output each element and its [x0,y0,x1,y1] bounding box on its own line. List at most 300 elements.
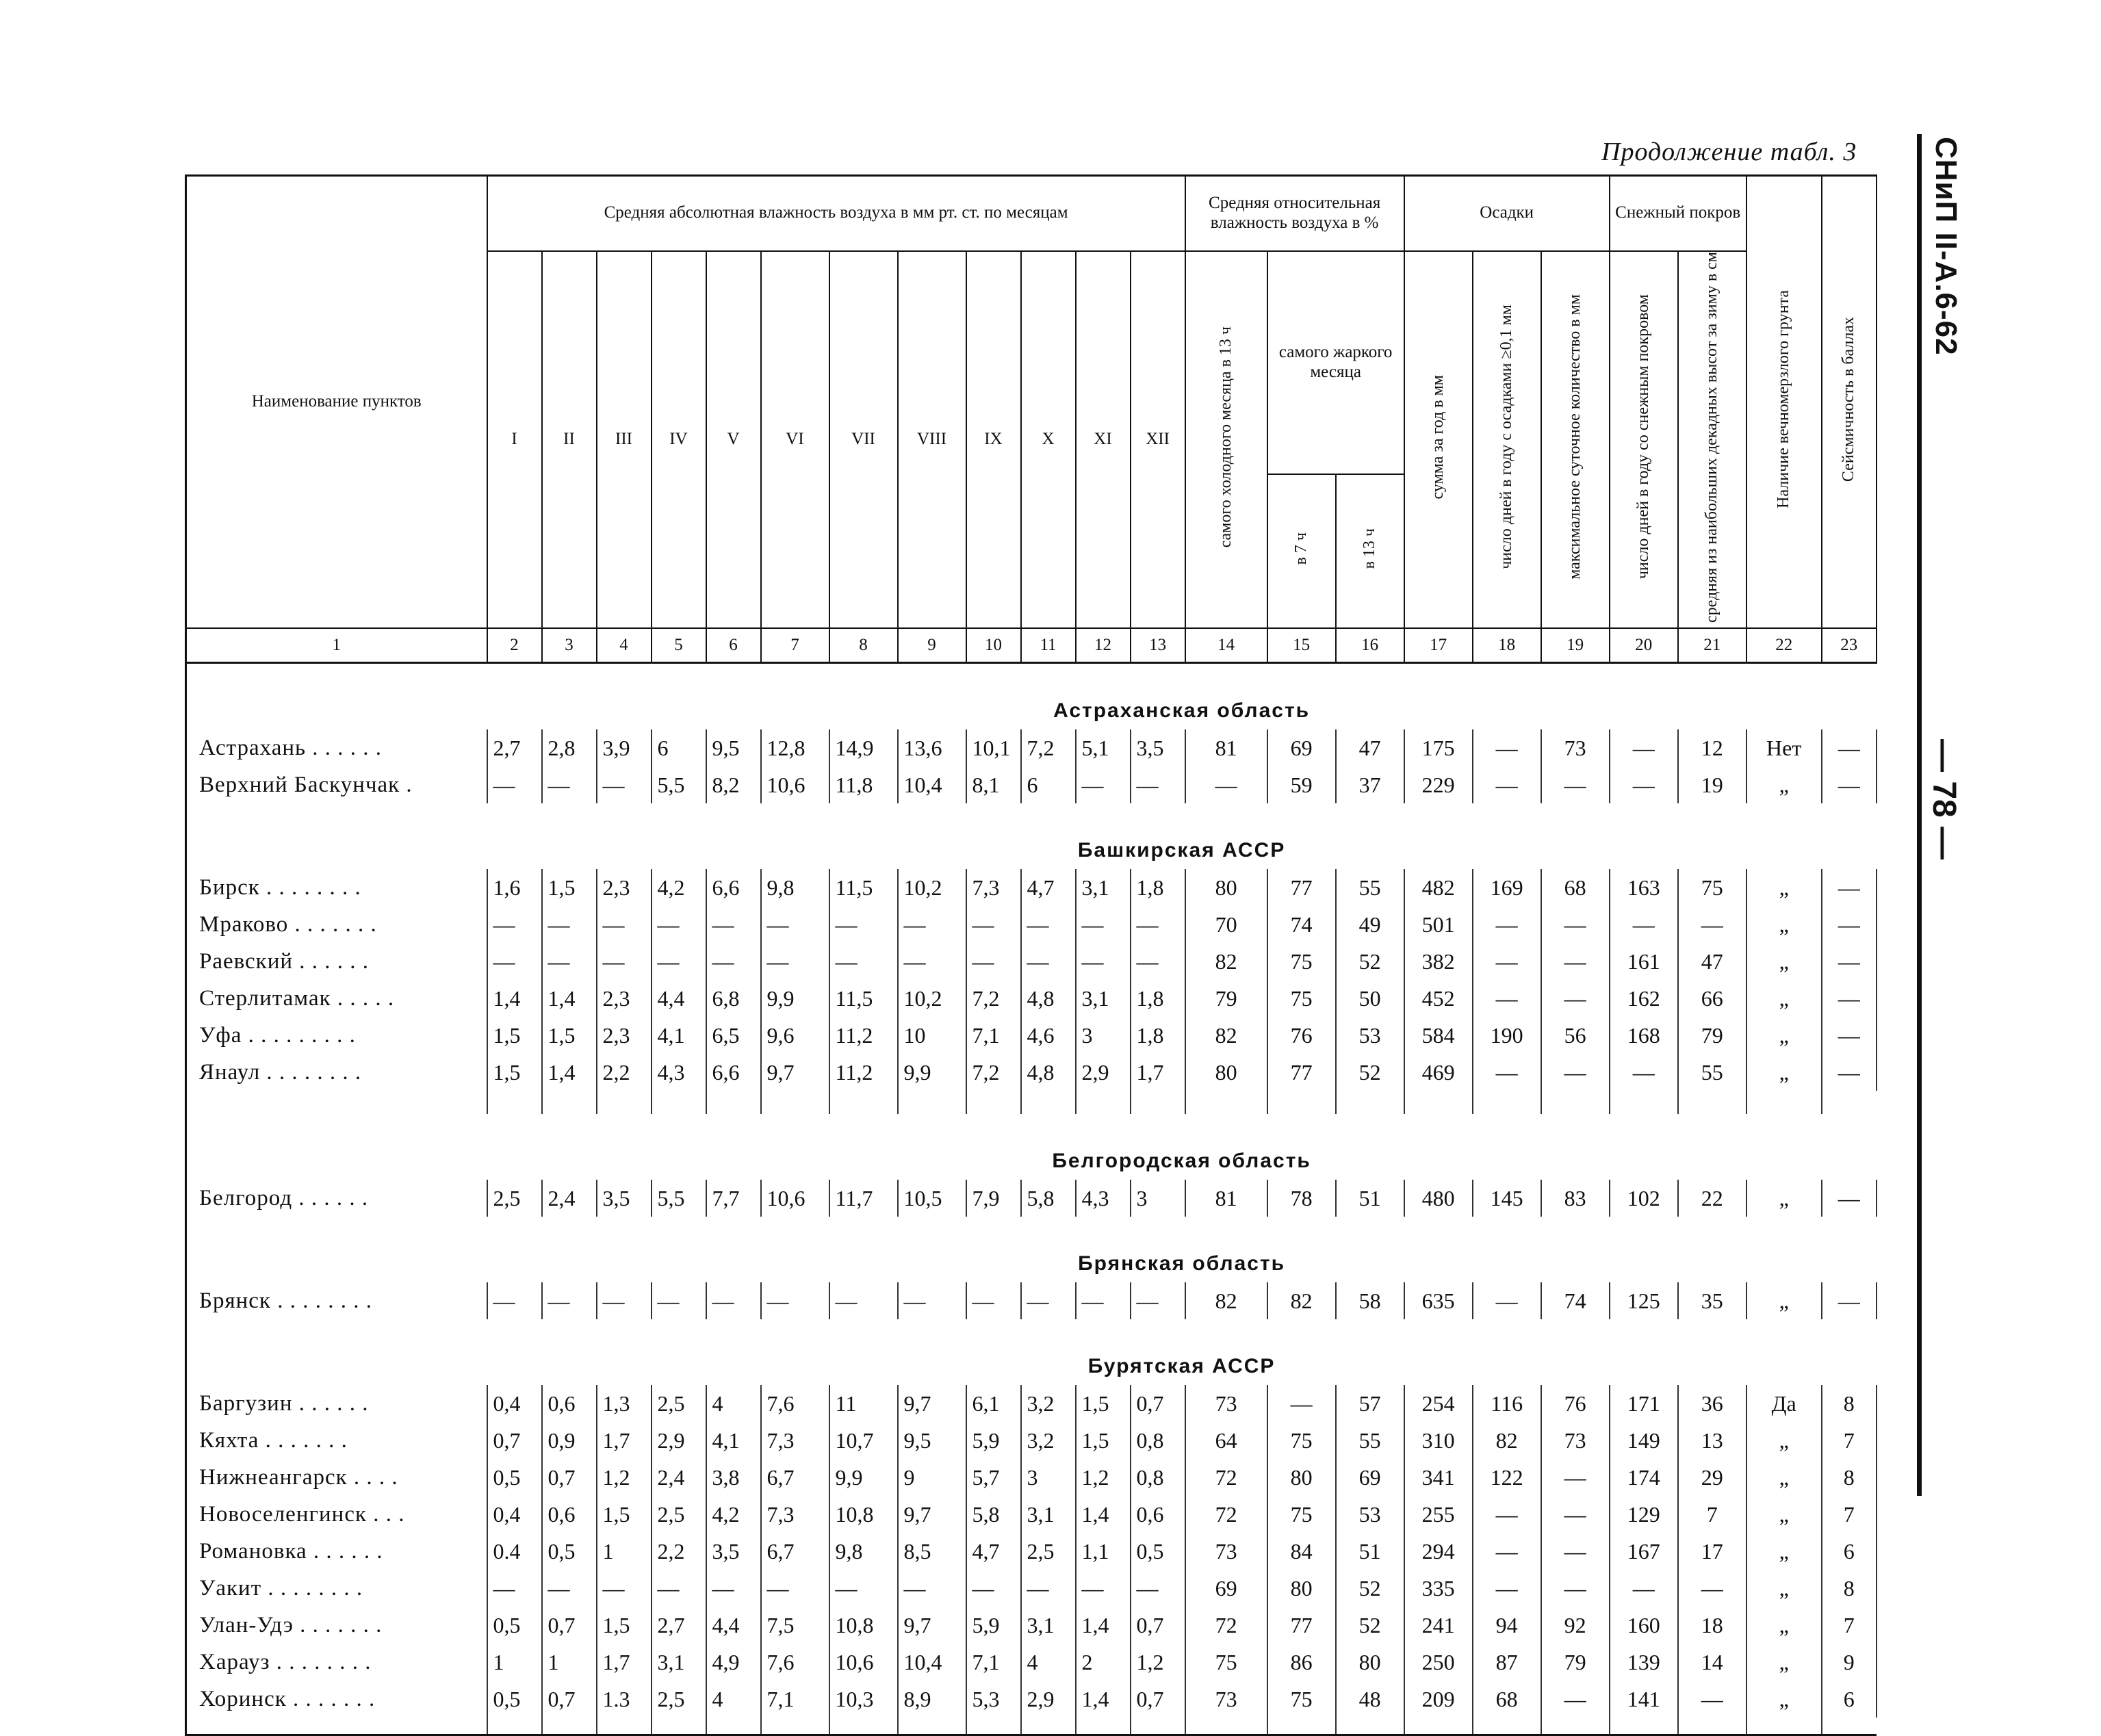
table-cell: „ [1746,1533,1822,1570]
table-header [186,176,1877,663]
table-cell: 310 [1404,1422,1473,1459]
table-cell: 79 [1678,1017,1746,1054]
month-humidity-cell: 1,4 [1076,1496,1131,1533]
month-humidity-cell: 4,4 [652,980,706,1017]
table-row [186,766,1877,803]
month-humidity-cell: 9 [898,1459,966,1496]
section-title: Башкирская АССР [1077,839,1286,862]
header-coldest-month [1185,251,1267,629]
table-cell: 68 [1473,1681,1541,1718]
spacer-cell [652,1718,706,1735]
month-humidity-cell: 5,9 [966,1607,1021,1644]
month-humidity-cell: — [706,906,761,943]
table-cell: 22 [1678,1180,1746,1217]
section-title: Астраханская область [1053,699,1311,723]
place-name: Янаул . . . . . . . . [186,1054,487,1091]
month-humidity-cell: 0,5 [487,1607,542,1644]
month-humidity-cell: 2,4 [652,1459,706,1496]
header-snow-days-label: число дней в году со снежным покровом [1634,294,1652,580]
table-cell: 171 [1610,1385,1678,1422]
spacer-cell [1746,1091,1822,1114]
table-cell: Да [1746,1385,1822,1422]
month-humidity-cell: — [1131,1282,1185,1319]
month-humidity-cell: 1,5 [487,1017,542,1054]
table-cell: — [1473,1496,1541,1533]
month-humidity-cell: 1,5 [1076,1422,1131,1459]
table-cell: Нет [1746,729,1822,766]
header-snow-cover: Снежный покров [1610,176,1746,251]
month-humidity-cell: 3,5 [706,1533,761,1570]
table-cell: — [1473,1054,1541,1091]
section-spacer [186,663,487,730]
section-title: Брянская область [1078,1252,1286,1275]
month-humidity-cell: 6,5 [706,1017,761,1054]
place-name: Хоринск . . . . . . . [186,1681,487,1718]
month-humidity-cell: — [597,766,652,803]
month-humidity-cell: — [966,943,1021,980]
section-spacer [186,1319,487,1385]
month-humidity-cell: 6,7 [761,1533,829,1570]
column-number: 10 [966,628,1021,663]
month-humidity-cell: 3,1 [1021,1607,1076,1644]
month-humidity-cell: 3,1 [652,1644,706,1681]
table-cell: 47 [1678,943,1746,980]
spacer-cell [1822,1091,1877,1114]
month-humidity-cell: — [487,943,542,980]
table-cell: 50 [1336,980,1404,1017]
table-cell: — [1678,1570,1746,1607]
month-humidity-cell: 4,7 [966,1533,1021,1570]
month-humidity-cell: 2,7 [652,1607,706,1644]
table-cell: 56 [1541,1017,1610,1054]
month-humidity-cell: — [1021,1282,1076,1319]
month-humidity-cell: 4,8 [1021,1054,1076,1091]
table-cell: — [1822,1017,1877,1054]
table-cell: — [1473,1282,1541,1319]
month-humidity-cell: — [1131,906,1185,943]
spacer-cell [898,1718,966,1735]
month-humidity-cell: 10,6 [761,1180,829,1217]
place-name: Верхний Баскунчак . [186,766,487,803]
month-humidity-cell: 9,8 [829,1533,898,1570]
table-cell: 255 [1404,1496,1473,1533]
month-humidity-cell: 3 [1076,1017,1131,1054]
month-humidity-cell: 11 [829,1385,898,1422]
table-cell: — [1541,766,1610,803]
table-cell: 76 [1541,1385,1610,1422]
table-cell: 18 [1678,1607,1746,1644]
month-humidity-cell: 0,8 [1131,1459,1185,1496]
month-humidity-cell: 1,7 [597,1422,652,1459]
month-humidity-cell: 0,6 [542,1385,597,1422]
table-cell: 48 [1336,1681,1404,1718]
table-cell: 7 [1822,1607,1877,1644]
table-cell: 335 [1404,1570,1473,1607]
column-number-row [186,628,1877,663]
month-humidity-cell: 4 [1021,1644,1076,1681]
table-cell: 51 [1336,1180,1404,1217]
month-humidity-cell: 9,5 [898,1422,966,1459]
section-title: Бурятская АССР [1087,1355,1276,1378]
table-cell: 80 [1267,1570,1336,1607]
spacer-cell [1610,1091,1678,1114]
table-cell: 190 [1473,1017,1541,1054]
table-cell: 122 [1473,1459,1541,1496]
month-humidity-cell: 4 [706,1681,761,1718]
table-cell: — [1610,906,1678,943]
month-humidity-cell: — [966,906,1021,943]
table-cell: 8 [1822,1385,1877,1422]
month-humidity-cell: 7,6 [761,1385,829,1422]
header-month: II [542,251,597,629]
month-humidity-cell: 7,2 [966,980,1021,1017]
spacer-cell [1185,1091,1267,1114]
table-row [186,869,1877,906]
spacer-cell [652,1091,706,1114]
table-row [186,1459,1877,1496]
month-humidity-cell: 8,2 [706,766,761,803]
column-number: 21 [1678,628,1746,663]
column-number: 6 [706,628,761,663]
table-row [186,1496,1877,1533]
month-humidity-cell: 9,9 [761,980,829,1017]
table-cell: 77 [1267,869,1336,906]
table-cell: 69 [1185,1570,1267,1607]
table-cell: 102 [1610,1180,1678,1217]
climate-table [185,174,1877,1736]
table-cell: „ [1746,1459,1822,1496]
header-precipitation: Осадки [1404,176,1610,251]
table-cell: 82 [1185,1282,1267,1319]
month-humidity-cell: 1,2 [597,1459,652,1496]
month-humidity-cell: 4,2 [652,869,706,906]
table-cell: 37 [1336,766,1404,803]
section-spacer [186,1217,487,1282]
header-month: I [487,251,542,629]
month-humidity-cell: 6,1 [966,1385,1021,1422]
month-humidity-cell: 14,9 [829,729,898,766]
table-row [186,943,1877,980]
table-cell: 75 [1267,943,1336,980]
month-humidity-cell: 3,1 [1076,869,1131,906]
month-humidity-cell: 7,3 [966,869,1021,906]
month-humidity-cell: 0,4 [487,1496,542,1533]
month-humidity-cell: — [966,1282,1021,1319]
month-humidity-cell: 8,5 [898,1533,966,1570]
month-humidity-cell: 4,7 [1021,869,1076,906]
table-cell: 52 [1336,1570,1404,1607]
table-cell: 72 [1185,1607,1267,1644]
spacer-cell [1076,1091,1131,1114]
month-humidity-cell: 0,4 [487,1385,542,1422]
section-title: Белгородская область [1052,1150,1311,1173]
header-month: VI [761,251,829,629]
month-humidity-cell: 1,3 [597,1385,652,1422]
month-humidity-cell: 1,5 [1076,1385,1131,1422]
spacer-cell [706,1718,761,1735]
table-row [186,980,1877,1017]
table-cell: 36 [1678,1385,1746,1422]
month-humidity-cell: 5,5 [652,1180,706,1217]
table-cell: 6 [1822,1681,1877,1718]
header-precip-sum-label: сумма за год в мм [1428,374,1447,500]
column-number: 17 [1404,628,1473,663]
table-cell: 75 [1678,869,1746,906]
month-humidity-cell: 0,5 [487,1681,542,1718]
place-name: Бирск . . . . . . . . [186,869,487,906]
table-cell: — [1541,906,1610,943]
table-cell: 229 [1404,766,1473,803]
table-cell: — [1678,1681,1746,1718]
table-row [186,1282,1877,1319]
month-humidity-cell: — [652,1282,706,1319]
table-cell: 57 [1336,1385,1404,1422]
section-header-row [186,663,1877,730]
table-cell: — [1541,1570,1610,1607]
month-humidity-cell: 0,5 [487,1459,542,1496]
table-cell: 75 [1267,1496,1336,1533]
table-row [186,1570,1877,1607]
month-humidity-cell: 10,2 [898,980,966,1017]
month-humidity-cell: 7,1 [761,1681,829,1718]
place-name: Уакит . . . . . . . . [186,1570,487,1607]
month-humidity-cell: 6,6 [706,869,761,906]
month-humidity-cell: 2,7 [487,729,542,766]
table-cell: 482 [1404,869,1473,906]
table-cell: — [1610,1054,1678,1091]
month-humidity-cell: 2,5 [1021,1533,1076,1570]
place-name: Астрахань . . . . . . [186,729,487,766]
month-humidity-cell: 6,6 [706,1054,761,1091]
table-cell: 12 [1678,729,1746,766]
month-humidity-cell: 4,1 [652,1017,706,1054]
table-row [186,1607,1877,1644]
table-cell: 55 [1336,1422,1404,1459]
month-humidity-cell: 11,7 [829,1180,898,1217]
table-cell: „ [1746,906,1822,943]
table-cell: — [1822,943,1877,980]
month-humidity-cell: — [487,766,542,803]
table-cell: 116 [1473,1385,1541,1422]
table-cell: — [1541,1533,1610,1570]
month-humidity-cell: — [966,1570,1021,1607]
month-humidity-cell: — [1076,766,1131,803]
table-cell: „ [1746,1282,1822,1319]
month-humidity-cell: 7,2 [966,1054,1021,1091]
table-cell: 254 [1404,1385,1473,1422]
section-spacer [186,1114,487,1180]
place-name: Раевский . . . . . . [186,943,487,980]
spacer-cell [1473,1718,1541,1735]
table-cell: 584 [1404,1017,1473,1054]
month-humidity-cell: 5,1 [1076,729,1131,766]
table-cell: — [1678,906,1746,943]
table-cell: — [1822,1054,1877,1091]
table-cell: „ [1746,766,1822,803]
month-humidity-cell: 3,5 [1131,729,1185,766]
table-cell: 87 [1473,1644,1541,1681]
table-cell: 53 [1336,1017,1404,1054]
table-cell: — [1185,766,1267,803]
month-humidity-cell: 1,5 [597,1496,652,1533]
month-humidity-cell: 9,7 [761,1054,829,1091]
spacer-cell [1678,1091,1746,1114]
place-name: Улан-Удэ . . . . . . . [186,1607,487,1644]
place-name: Мраково . . . . . . . [186,906,487,943]
month-humidity-cell: 11,2 [829,1017,898,1054]
table-cell: 501 [1404,906,1473,943]
table-cell: 78 [1267,1180,1336,1217]
month-humidity-cell: 0,9 [542,1422,597,1459]
month-humidity-cell: — [761,943,829,980]
month-humidity-cell: 4,1 [706,1422,761,1459]
spacer-cell [1267,1091,1336,1114]
month-humidity-cell: — [898,1282,966,1319]
month-humidity-cell: 3,1 [1021,1496,1076,1533]
place-name: Белгород . . . . . . [186,1180,487,1217]
spacer-cell [829,1091,898,1114]
column-number: 19 [1541,628,1610,663]
month-humidity-cell: 2,9 [1021,1681,1076,1718]
spacer-cell [829,1718,898,1735]
table-cell: 469 [1404,1054,1473,1091]
month-humidity-cell: — [829,906,898,943]
header-permafrost-label: Наличие вечномерзлого грунта [1774,290,1792,509]
table-cell: 73 [1541,729,1610,766]
place-name: Новоселенгинск . . . [186,1496,487,1533]
spacer-cell [487,1091,542,1114]
table-bottom-rule [186,1718,1877,1735]
table-cell: 635 [1404,1282,1473,1319]
month-humidity-cell: — [1021,1570,1076,1607]
header-precip-sum [1404,251,1473,629]
month-humidity-cell: — [597,943,652,980]
table-cell: 73 [1185,1533,1267,1570]
month-humidity-cell: 8,9 [898,1681,966,1718]
table-cell: 80 [1185,1054,1267,1091]
table-cell: — [1473,1570,1541,1607]
column-number: 15 [1267,628,1336,663]
month-humidity-cell: 1,5 [487,1054,542,1091]
month-humidity-cell: 7,1 [966,1644,1021,1681]
month-humidity-cell: 11,8 [829,766,898,803]
table-cell: 74 [1541,1282,1610,1319]
month-humidity-cell: — [829,1282,898,1319]
table-cell: „ [1746,1054,1822,1091]
spacer-cell [1267,1718,1336,1735]
month-humidity-cell: — [1076,1570,1131,1607]
month-humidity-cell: 10,5 [898,1180,966,1217]
table-cell: — [1822,729,1877,766]
month-humidity-cell: — [542,1282,597,1319]
table-cell: 80 [1185,869,1267,906]
header-month: X [1021,251,1076,629]
month-humidity-cell: 1,2 [1076,1459,1131,1496]
column-number: 2 [487,628,542,663]
table-cell: — [1473,906,1541,943]
table-cell: 129 [1610,1496,1678,1533]
column-number: 18 [1473,628,1541,663]
header-name-column: Наименование пунктов [186,176,487,629]
month-humidity-cell: 7,3 [761,1496,829,1533]
header-snow-height [1678,251,1746,629]
table-cell: — [1473,766,1541,803]
month-humidity-cell: 9,8 [761,869,829,906]
column-number: 9 [898,628,966,663]
month-humidity-cell: 4,8 [1021,980,1076,1017]
month-humidity-cell: 11,5 [829,869,898,906]
month-humidity-cell: — [829,943,898,980]
table-cell: 209 [1404,1681,1473,1718]
month-humidity-cell: 3,2 [1021,1422,1076,1459]
table-cell: 73 [1185,1385,1267,1422]
table-cell: — [1610,1570,1678,1607]
month-humidity-cell: 2,2 [597,1054,652,1091]
table-cell: 72 [1185,1496,1267,1533]
table-cell: „ [1746,980,1822,1017]
header-month: VIII [898,251,966,629]
month-humidity-cell: 3,9 [597,729,652,766]
table-cell: 7 [1822,1422,1877,1459]
month-humidity-cell: 0,7 [1131,1607,1185,1644]
table-cell: 8 [1822,1570,1877,1607]
table-cell: — [1541,1496,1610,1533]
month-humidity-cell: 0,6 [542,1496,597,1533]
month-humidity-cell: 11,5 [829,980,898,1017]
table-cell: 83 [1541,1180,1610,1217]
table-row [186,1017,1877,1054]
month-humidity-cell: 13,6 [898,729,966,766]
spacer-cell [186,1718,487,1735]
month-humidity-cell: — [898,1570,966,1607]
spacer-cell [706,1091,761,1114]
month-humidity-cell: 2,5 [487,1180,542,1217]
table-cell: 294 [1404,1533,1473,1570]
month-humidity-cell: 9,9 [829,1459,898,1496]
month-humidity-cell: 1,8 [1131,869,1185,906]
table-cell: „ [1746,1570,1822,1607]
table-cell: 80 [1336,1644,1404,1681]
table-cell: 77 [1267,1607,1336,1644]
month-humidity-cell: 0,7 [542,1607,597,1644]
header-hottest-month: самого жаркого месяца [1267,251,1404,475]
month-humidity-cell: — [898,906,966,943]
month-humidity-cell: 11,2 [829,1054,898,1091]
column-number: 3 [542,628,597,663]
table-cell: — [1473,980,1541,1017]
month-humidity-cell: — [898,943,966,980]
month-humidity-cell: 10,8 [829,1496,898,1533]
month-humidity-cell: 1,5 [542,1017,597,1054]
table-cell: 66 [1678,980,1746,1017]
table-cell: 92 [1541,1607,1610,1644]
month-humidity-cell: 1,4 [1076,1607,1131,1644]
month-humidity-cell: — [652,1570,706,1607]
table-cell: 55 [1336,869,1404,906]
spacer-cell [542,1718,597,1735]
month-humidity-cell: 1 [597,1533,652,1570]
table-cell: — [1541,943,1610,980]
table-row [186,729,1877,766]
spacer-cell [1746,1718,1822,1735]
month-humidity-cell: — [542,906,597,943]
table-cell: 167 [1610,1533,1678,1570]
month-humidity-cell: 7,5 [761,1607,829,1644]
month-humidity-cell: 10 [898,1017,966,1054]
month-humidity-cell: 0,5 [1131,1533,1185,1570]
continuation-label: Продолжение табл. 3 [1601,138,1857,166]
spacer-cell [487,1718,542,1735]
